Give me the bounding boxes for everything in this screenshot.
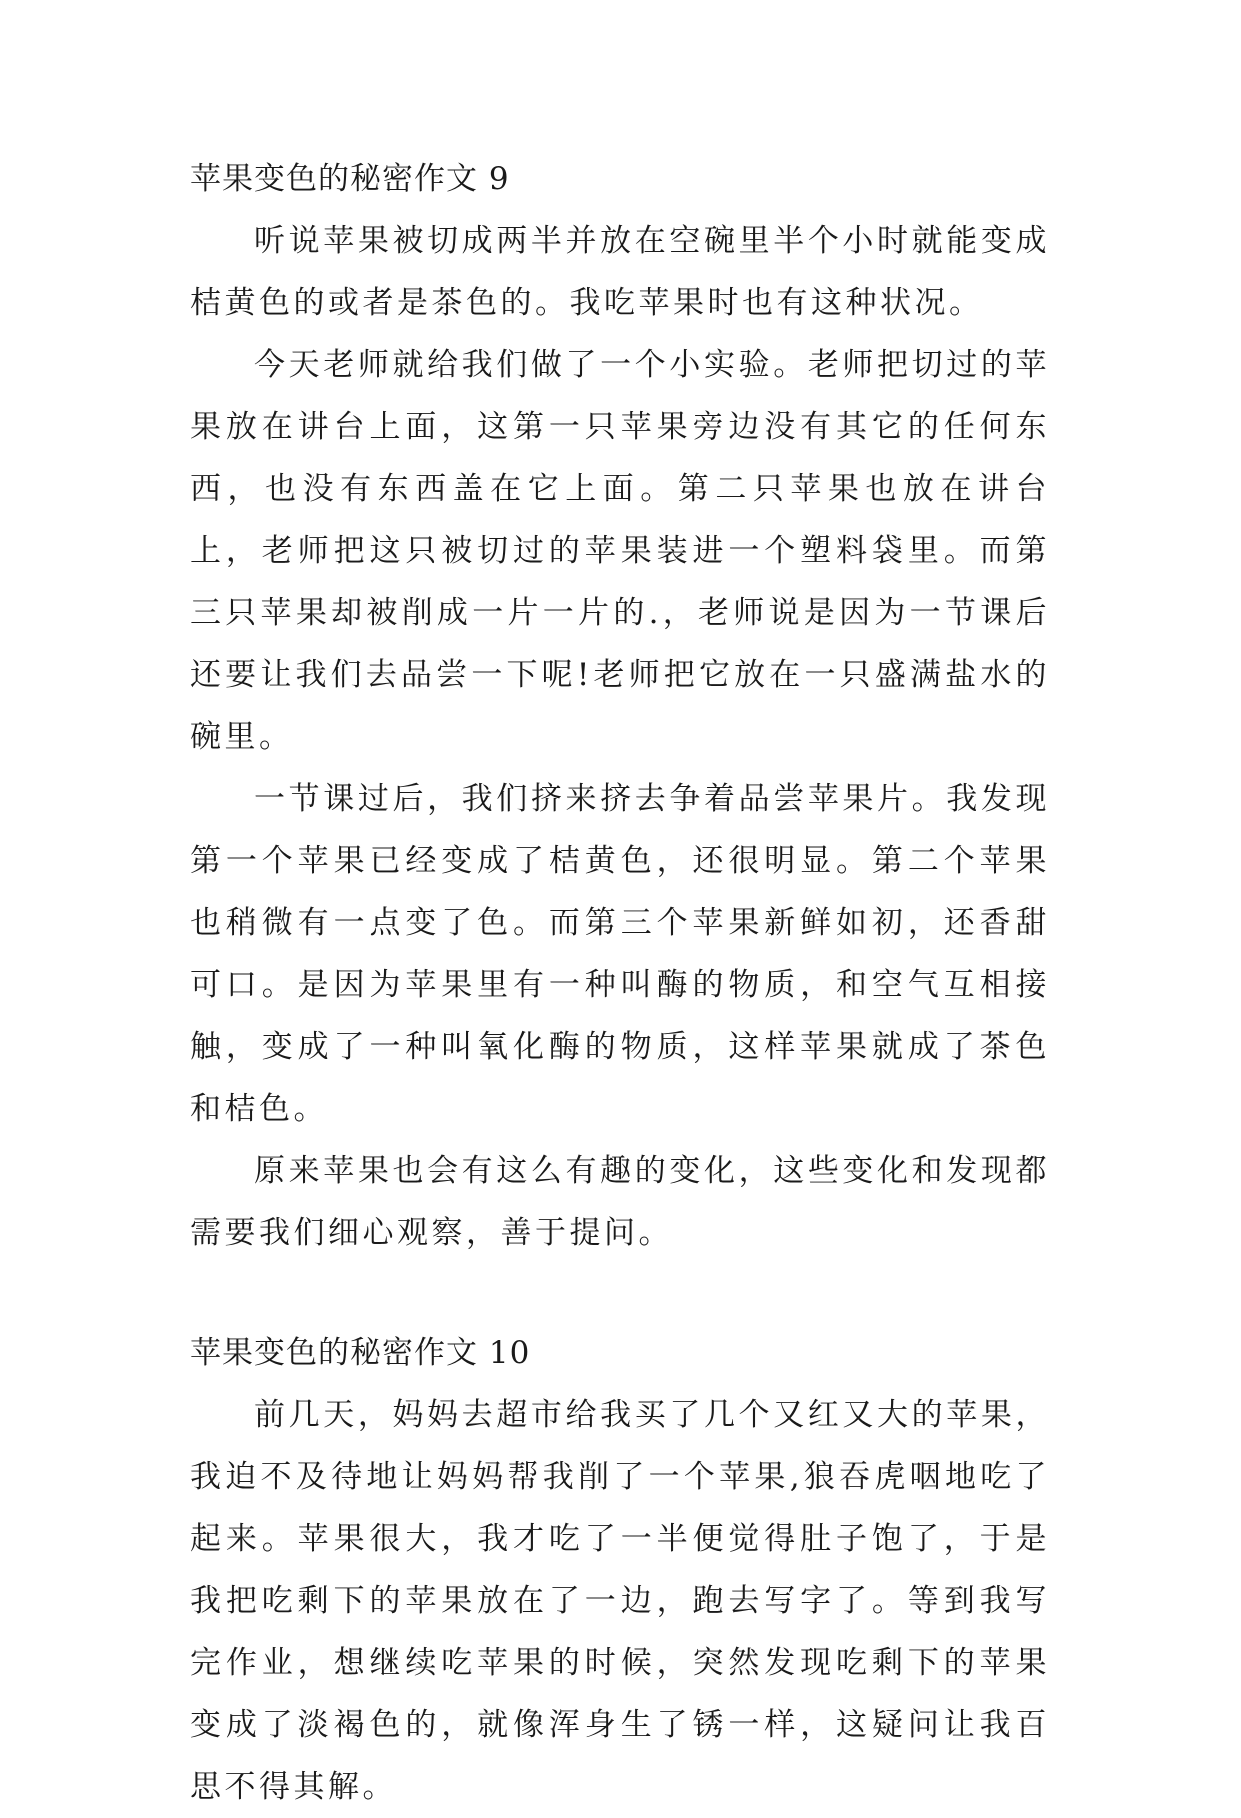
document-body	[190, 148, 1050, 1818]
essay-paragraph: 听说苹果被切成两半并放在空碗里半个小时就能变成桔黄色的或者是茶色的。我吃苹果时也有这种状况。	[190, 223, 1050, 321]
essay-title: 苹果变色的秘密作文 9	[190, 161, 510, 197]
essay-paragraph: 一节课过后，我们挤来挤去争着品尝苹果片。我发现第一个苹果已经变成了桔黄色，还很明显。第二个苹果也稍微有一点变了色。而第三个苹果新鲜如初，还香甜可口。是因为苹果里有一种叫酶的物质，和空气互相接触，变成了一种叫氧化酶的物质，这样苹果就成了茶色和桔色。	[190, 781, 1050, 1127]
section-gap	[190, 1264, 1050, 1322]
essay-paragraph: 原来苹果也会有这么有趣的变化，这些变化和发现都需要我们细心观察，善于提问。	[190, 1153, 1050, 1251]
essay-title: 苹果变色的秘密作文 10	[190, 1335, 531, 1371]
essay-paragraph: 今天老师就给我们做了一个小实验。老师把切过的苹果放在讲台上面，这第一只苹果旁边没有其它的任何东西，也没有东西盖在它上面。第二只苹果也放在讲台上，老师把这只被切过的苹果装进一个塑料袋里。而第三只苹果却被削成一片一片的.，老师说是因为一节课后还要让我们去品尝一下呢!老师把它放在一只盛满盐水的碗里。	[190, 347, 1050, 755]
essay-10	[190, 1322, 1050, 1818]
essay-paragraph: 前几天，妈妈去超市给我买了几个又红又大的苹果，我迫不及待地让妈妈帮我削了一个苹果,狼吞虎咽地吃了起来。苹果很大，我才吃了一半便觉得肚子饱了，于是我把吃剩下的苹果放在了一边，跑去写字了。等到我写完作业，想继续吃苹果的时候，突然发现吃剩下的苹果变成了淡褐色的，就像浑身生了锈一样，这疑问让我百思不得其解。	[190, 1397, 1050, 1805]
essay-9	[190, 148, 1050, 1264]
